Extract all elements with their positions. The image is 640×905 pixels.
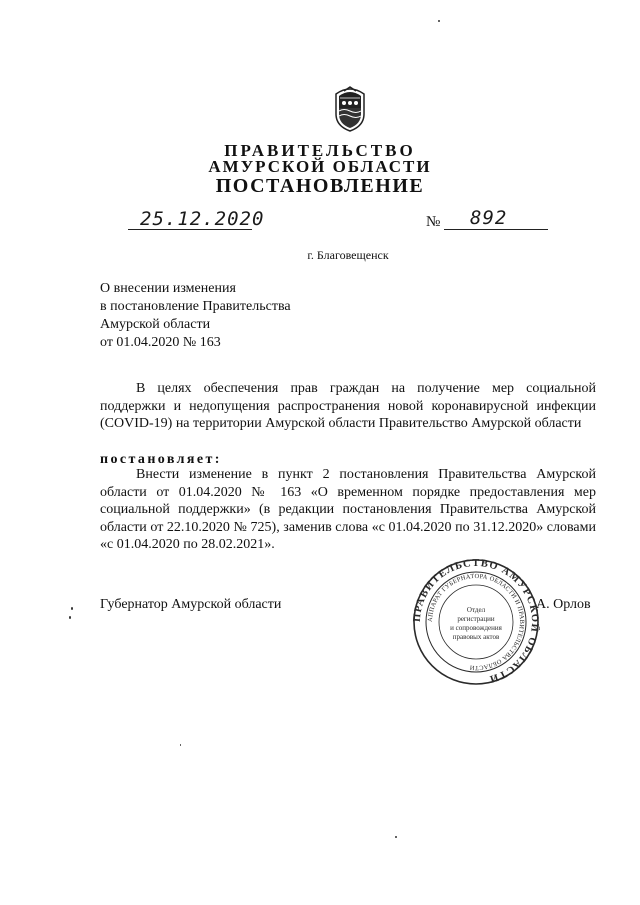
stamp-center-line: и сопровождения xyxy=(450,624,502,632)
number-underline xyxy=(444,229,548,230)
stamp-outer-text: ПРАВИТЕЛЬСТВО АМУРСКОЙ ОБЛАСТИ xyxy=(412,558,540,685)
government-name-line1: ПРАВИТЕЛЬСТВО xyxy=(224,141,416,160)
scan-speck xyxy=(180,744,181,746)
scan-speck xyxy=(71,607,73,610)
stamp-center-line: правовых актов xyxy=(452,633,500,641)
handwritten-date: 25.12.2020 xyxy=(140,208,265,230)
subject-line: в постановление Правительства xyxy=(100,299,291,314)
document-subject xyxy=(100,280,291,352)
signatory-name: А. Орлов xyxy=(536,597,591,612)
operative-paragraph: Внести изменение в пункт 2 постановления Правительства Амурской области от 01.04.2020 № 163 «О временном порядке предоставления мер социальной поддержки» (в редакции постановления Правительства Амурской области от 22.10.2020 № 725), заменив слова «с 01.04.2020 по 31.12.2020» словами «с 01.04.2020 по 28.02.2021». xyxy=(100,467,596,552)
signatory-position: Губернатор Амурской области xyxy=(100,597,282,612)
subject-line: О внесении изменения xyxy=(100,281,236,296)
subject-line: Амурской области xyxy=(100,317,211,332)
stamp-center-line: регистрации xyxy=(457,615,495,623)
scan-speck xyxy=(69,616,71,619)
official-stamp xyxy=(412,558,540,686)
subject-line: от 01.04.2020 № 163 xyxy=(100,335,221,350)
date-underline xyxy=(128,229,252,230)
stamp-ring-text: АППАРАТ ГУБЕРНАТОРА ОБЛАСТИ И ПРАВИТЕЛЬСТВА ОБЛАСТИ xyxy=(426,572,526,672)
number-label: № xyxy=(426,214,441,230)
coat-of-arms-emblem xyxy=(330,86,370,132)
resolves-keyword: постановляет: xyxy=(100,452,222,467)
scan-speck xyxy=(395,836,397,838)
city-name: г. Благовещенск xyxy=(307,248,389,262)
preamble-paragraph: В целях обеспечения прав граждан на получение мер социальной поддержки и недопущения распространения новой коронавирусной инфекции (COVID-19) на территории Амурской области Правительство Амурской области xyxy=(100,381,596,431)
scan-speck xyxy=(438,20,440,22)
document-type-title: ПОСТАНОВЛЕНИЕ xyxy=(215,175,425,197)
government-name-line2: АМУРСКОЙ ОБЛАСТИ xyxy=(208,157,432,176)
handwritten-number: 892 xyxy=(470,207,508,229)
stamp-center-line: Отдел xyxy=(466,606,486,614)
